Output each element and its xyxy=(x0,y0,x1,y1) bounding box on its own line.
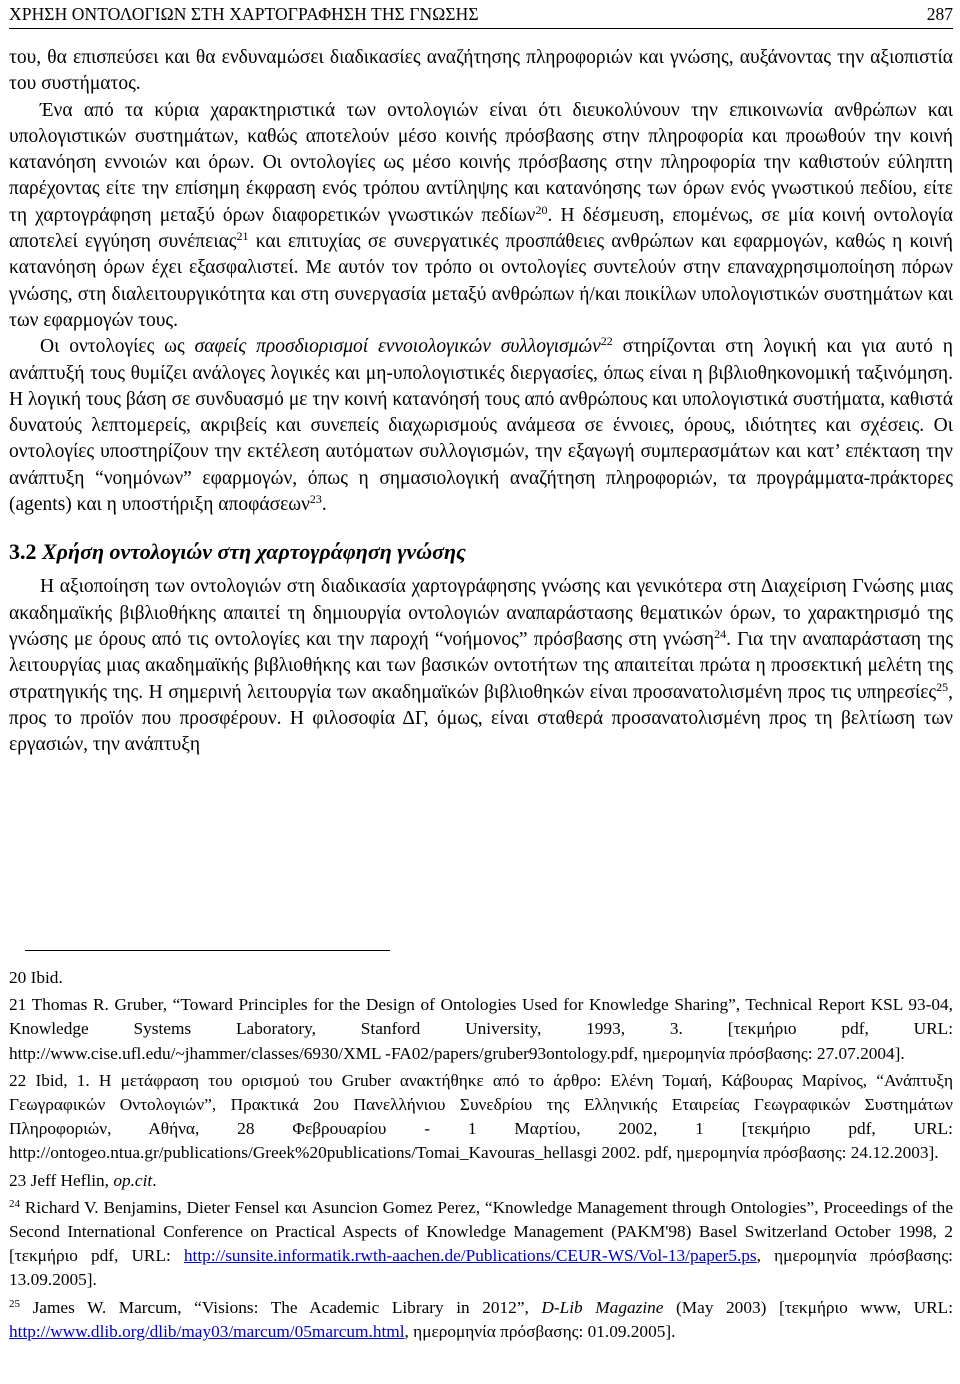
footnote-ref-20[interactable]: 20 xyxy=(535,202,548,217)
paragraph-continued: του, θα επισπεύσει και θα ενδυναμώσει διαδικασίες αναζήτησης πληροφοριών και γνώσης, αυξάνοντας την αξιοπιστία του συστήματος. xyxy=(9,47,953,95)
footnote-text: , ημερομηνία πρόσβασης: 13.09.2005]. xyxy=(9,1246,953,1290)
footnote-ref-22[interactable]: 22 xyxy=(600,334,613,349)
footnote-link[interactable]: http://www.dlib.org/dlib/may03/marcum/05marcum.html xyxy=(9,1321,405,1341)
section-heading xyxy=(9,538,953,566)
italic-phrase: σαφείς προσδιορισμοί εννοιολογικών συλλογισμών xyxy=(194,336,601,358)
paragraph-section-intro xyxy=(9,574,953,758)
paragraph-ontology-features xyxy=(9,98,953,335)
section-number: 3.2 xyxy=(9,539,37,565)
footnote-25 xyxy=(9,1296,953,1344)
footnote-23 xyxy=(9,1169,953,1193)
paragraph-text: . Η δέσμευση, επομένως, σε μία κοινή οντολογία αποτελεί εγγύηση συνέπειας xyxy=(9,204,953,253)
header-title: ΧΡΗΣΗ ΟΝΤΟΛΟΓΙΩΝ ΣΤΗ ΧΑΡΤΟΓΡΑΦΗΣΗ ΤΗΣ ΓΝΩΣΗΣ xyxy=(9,4,479,24)
footnote-separator xyxy=(25,950,390,951)
footnote-ref-25[interactable]: 25 xyxy=(936,679,949,694)
footnote-link[interactable]: http://sunsite.informatik.rwth-aachen.de/Publications/CEUR-WS/Vol-13/paper5.ps xyxy=(183,1246,757,1266)
paragraph-text: . Για την αναπαράσταση της λειτουργίας μιας ακαδημαϊκής βιβλιοθήκης και των βασικών οντοτήτων της απαιτείται πρώτα η προσεκτική μελέτη της στρατηγικής της. Η σημερινή λειτουργία των ακαδημαϊκών βιβλιοθηκών είναι προσανατολισμένη προς τις υπηρεσίες xyxy=(9,628,953,703)
paragraph-ontology-logic xyxy=(9,334,953,518)
footnote-21: 21 Thomas R. Gruber, “Toward Principles for the Design of Ontologies Used for Knowledge Sharing”, Technical Report KSL 93-04, Knowledge Systems Laboratory, Stanford University, 1993, 3. [τεκμήριο pdf, URL: http://www.cise.ufl.edu/~jhammer/classes/6930/XML -FA02/papers/gruber93ontology.pdf, ημερομηνία πρόσβασης: 27.07.2004]. xyxy=(9,995,953,1063)
footnote-number: 24 xyxy=(9,1197,20,1210)
footnote-italic: op.cit xyxy=(113,1170,153,1190)
footnote-ref-24[interactable]: 24 xyxy=(714,626,727,641)
paragraph-text: Ένα από τα κύρια χαρακτηριστικά των οντολογιών είναι ότι διευκολύνουν την επικοινωνία ανθρώπων και υπολογιστικών συστημάτων, καθώς αποτελούν μέσο κοινής πρόσβασης στην πληροφορία και προωθούν την κοινή κατανόηση εννοιών και όρων. Οι οντολογίες ως μέσο κοινής πρόσβασης στην πληροφορία την καθιστούν εύληπτη παρέχοντας είτε την επίσημη έκφραση ενός τρόπου αντίληψης και κατανόησης των όρων ενός γνωστικού πεδίου, είτε τη χαρτογράφηση μεταξύ όρων διαφορετικών γνωστικών πεδίων xyxy=(9,99,953,226)
paragraph-text: , προς το προϊόν που προσφέρουν. Η φιλοσοφία ΔΓ, όμως, είναι σταθερά προσανατολισμένη προς τη βελτίωση των εργασιών, την ανάπτυξη xyxy=(9,681,953,756)
paragraph-text: . xyxy=(321,494,327,516)
footnote-text: 23 Jeff Heflin, xyxy=(9,1170,114,1190)
section-title: Χρήση οντολογιών στη χαρτογράφηση γνώσης xyxy=(42,539,466,565)
paragraph-text: και επιτυχίας σε συνεργατικές προσπάθειες ανθρώπων και εφαρμογών, καθώς η κοινή κατανόηση όρων έχει εξασφαλιστεί. Με αυτόν τον τρόπο οι οντολογίες συντελούν στην επαναχρησιμοποίηση πόρων γνώσης, στη διαλειτουργικότητα και στη συνεργασία μεταξύ ανθρώπων ή/και ποικίλων υπολογιστικών συστημάτων και των εφαρμογών τους. xyxy=(9,231,953,331)
footnotes xyxy=(9,966,953,1347)
footnote-22: 22 Ibid, 1. Η μετάφραση του ορισμού του Gruber ανακτήθηκε από το άρθρο: Ελένη Τομαή, Κάβουρας Μαρίνος, “Ανάπτυξη Γεωγραφικών Οντολογιών”, Πρακτικά 2ου Πανελλήνιου Συνεδρίου της Ελληνικής Εταιρείας Γεωγραφικών Συστημάτων Πληροφοριών, Αθήνα, 28 Φεβρουαρίου - 1 Μαρτίου, 2002, 1 [τεκμήριο pdf, URL: http://ontogeo.ntua.gr/publications/Greek%20publications/Tomai_Kavouras_hellasgi 2002. pdf, ημερομηνία πρόσβασης: 24.12.2003]. xyxy=(9,1070,953,1163)
footnote-text: Richard V. Benjamins, Dieter Fensel και Asuncion Gomez Perez, “Knowledge Management through Ontologies”, Proceedings of the Second International Conference on Practical Aspects of Knowledge Management (PAKM'98) Basel Switzerland October 1998, 2 [τεκμήριο pdf, URL: xyxy=(9,1197,953,1266)
paragraph-text: στηρίζονται στη λογική και για αυτό η ανάπτυξή τους θυμίζει ανάλογες λογικές και μη-υπολογιστικές διεργασίες, όπως είναι η βιβλιοθηκονομική ταξινόμηση. Η λογική τους βάση σε συνδυασμό με την κοινή κατανόησή τους από ανθρώπους και υπολογιστικά συστήματα, καθιστά δυνατούς λεπτομερείς, ακριβείς και συνεπείς διαχωρισμούς ανάμεσα σε έννοιες, όρους, ιδιότητες και σχέσεις. Οι οντολογίες υποστηρίζουν την εκτέλεση αυτόματων συλλογισμών, την εξαγωγή συμπερασμάτων και κατ’ επέκταση την ανάπτυξη “νοημόνων” εφαρμογών, όπως η σημασιολογική αναζήτηση πληροφοριών, τα προγράμματα-πράκτορες (agents) και η υποστήριξη αποφάσεων xyxy=(9,336,953,516)
page-number: 287 xyxy=(926,4,953,24)
footnote-20: 20 Ibid. xyxy=(9,968,63,987)
footnote-24 xyxy=(9,1196,953,1293)
running-header xyxy=(9,4,953,29)
body-text xyxy=(9,45,953,758)
paragraph-text: Οι οντολογίες ως xyxy=(40,336,195,358)
footnote-number: 25 xyxy=(9,1297,20,1310)
footnote-text: . xyxy=(152,1170,157,1190)
footnote-text: James W. Marcum, “Visions: The Academic Library in 2012”, xyxy=(20,1297,542,1317)
paragraph-text: Η αξιοποίηση των οντολογιών στη διαδικασία χαρτογράφησης γνώσης και γενικότερα στη Διαχείριση Γνώσης μιας ακαδημαϊκής βιβλιοθήκης απαιτεί τη δημιουργία οντολογιών αναπαράστασης θεματικών όρων, το χαρακτηρισμό της γνώσης με όρους από τις οντολογίες και την παροχή “νοήμονος” πρόσβασης στη γνώση xyxy=(9,576,953,650)
footnote-italic: D-Lib Magazine xyxy=(541,1297,664,1317)
footnote-ref-21[interactable]: 21 xyxy=(236,229,249,244)
footnote-ref-23[interactable]: 23 xyxy=(309,492,322,507)
footnote-text: (May 2003) [τεκμήριο www, URL: xyxy=(663,1297,953,1317)
footnote-text: , ημερομηνία πρόσβασης: 01.09.2005]. xyxy=(404,1321,676,1341)
